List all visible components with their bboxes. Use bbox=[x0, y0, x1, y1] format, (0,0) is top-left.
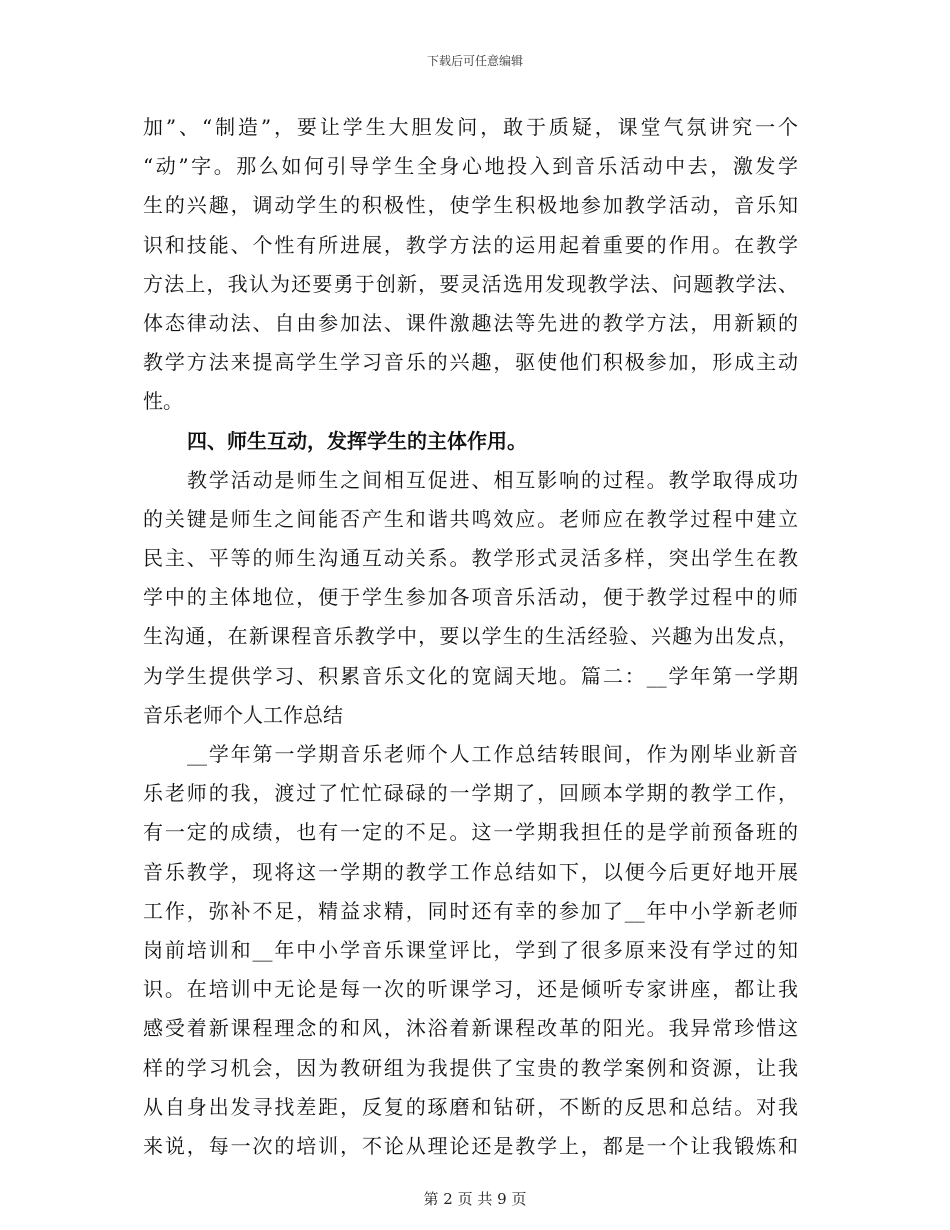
body-line: 从自身出发寻找差距，反复的琢磨和钻研，不断的反思和总结。对我 bbox=[143, 1094, 798, 1119]
body-line: 有一定的成绩，也有一定的不足。这一学期我担任的是学前预备班的 bbox=[143, 820, 798, 845]
body-line: 教学方法来提高学生学习音乐的兴趣，驱使他们积极参加，形成主动 bbox=[143, 350, 798, 375]
body-line: 识和技能、个性有所进展，教学方法的运用起着重要的作用。在教学 bbox=[143, 232, 798, 257]
body-line: “动”字。那么如何引导学生全身心地投入到音乐活动中去，激发学 bbox=[143, 154, 798, 179]
body-line: 教学活动是师生之间相互促进、相互影响的过程。教学取得成功 bbox=[187, 467, 798, 492]
body-line: 感受着新课程理念的和风，沐浴着新课程改革的阳光。我异常珍惜这 bbox=[143, 1016, 798, 1041]
body-line: 生的兴趣，调动学生的积极性，使学生积极地参加教学活动，音乐知 bbox=[143, 193, 798, 218]
body-line: 音乐老师个人工作总结 bbox=[143, 702, 343, 727]
body-line: 生沟通，在新课程音乐教学中，要以学生的生活经验、兴趣为出发点， bbox=[143, 624, 798, 649]
body-line: 为学生提供学习、积累音乐文化的宽阔天地。篇二：__学年第一学期 bbox=[143, 663, 798, 688]
body-line: 音乐教学，现将这一学期的教学工作总结如下，以便今后更好地开展 bbox=[143, 859, 798, 884]
body-line: 的关键是师生之间能否产生和谐共鸣效应。老师应在教学过程中建立 bbox=[143, 506, 798, 531]
body-line: 工作，弥补不足，精益求精，同时还有幸的参加了__年中小学新老师 bbox=[143, 898, 798, 923]
section-heading: 四、师生互动，发挥学生的主体作用。 bbox=[187, 428, 527, 453]
body-line: 学中的主体地位，便于学生参加各项音乐活动，便于教学过程中的师 bbox=[143, 585, 798, 610]
page-header-note: 下载后可任意编辑 bbox=[426, 54, 523, 68]
body-line: 加”、“制造”，要让学生大胆发问，敢于质疑，课堂气氛讲究一个 bbox=[143, 115, 798, 139]
page-number-footer: 第 2 页 共 9 页 bbox=[423, 1190, 527, 1208]
body-line: __学年第一学期音乐老师个人工作总结转眼间，作为刚毕业新音 bbox=[187, 742, 798, 766]
body-line: 性。 bbox=[143, 389, 183, 414]
body-line: 样的学习机会，因为教研组为我提供了宝贵的教学案例和资源，让我 bbox=[143, 1055, 798, 1080]
body-line: 识。在培训中无论是每一次的听课学习，还是倾听专家讲座，都让我 bbox=[143, 977, 798, 1002]
body-line: 民主、平等的师生沟通互动关系。教学形式灵活多样，突出学生在教 bbox=[143, 546, 798, 571]
body-line: 岗前培训和__年中小学音乐课堂评比，学到了很多原来没有学过的知 bbox=[143, 937, 798, 962]
body-line: 方法上，我认为还要勇于创新，要灵活选用发现教学法、问题教学法、 bbox=[143, 271, 798, 296]
body-line: 乐老师的我，渡过了忙忙碌碌的一学期了，回顾本学期的教学工作， bbox=[143, 781, 798, 806]
body-line: 体态律动法、自由参加法、课件激趣法等先进的教学方法，用新颖的 bbox=[143, 310, 798, 335]
body-line: 来说，每一次的培训，不论从理论还是教学上，都是一个让我锻炼和 bbox=[143, 1133, 798, 1158]
document-body bbox=[143, 108, 798, 1166]
